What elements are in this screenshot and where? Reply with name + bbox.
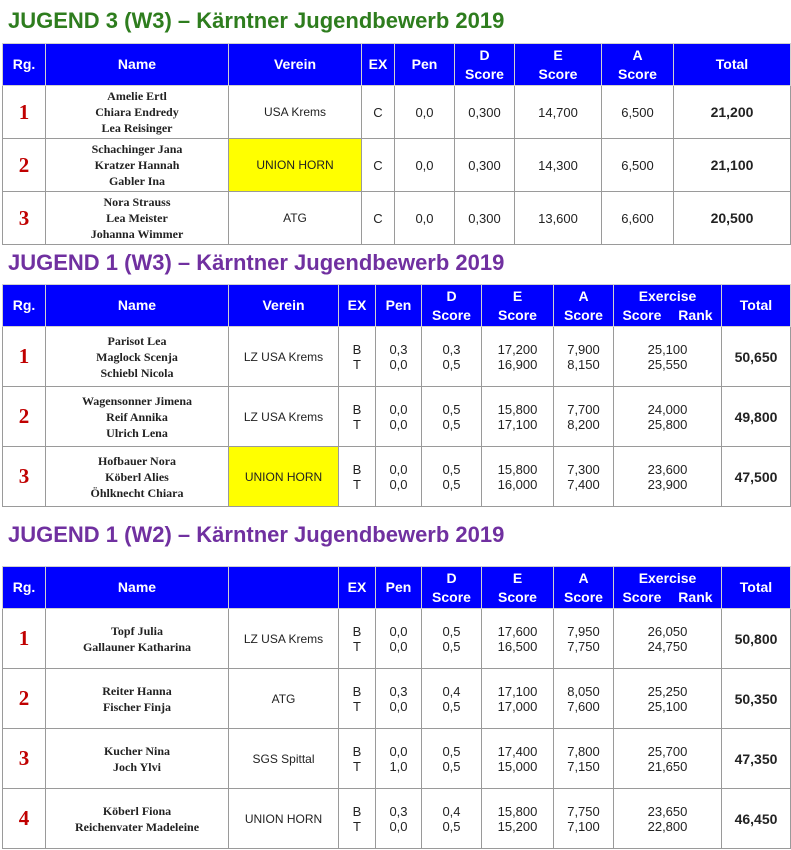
ex-cell: B T	[339, 447, 376, 507]
header-total: Total	[722, 285, 791, 327]
table-row	[3, 669, 791, 729]
e-score-cell: 17,100 17,000	[482, 669, 554, 729]
header-rank: Rg.	[3, 44, 46, 86]
names-cell: Reiter Hanna Fischer Finja	[46, 669, 229, 729]
total-cell: 46,450	[722, 789, 791, 849]
section-title: JUGEND 3 (W3) – Kärntner Jugendbewerb 2019	[8, 8, 505, 33]
pen-cell: 0,0	[395, 139, 455, 192]
exercise-score-cell: 23,650 22,800	[614, 789, 722, 849]
section-title: JUGEND 1 (W2) – Kärntner Jugendbewerb 2019	[8, 522, 505, 547]
header-total: Total	[674, 44, 791, 86]
rank-cell: 3	[3, 729, 46, 789]
a-score-cell: 7,750 7,100	[554, 789, 614, 849]
header-total: Total	[722, 567, 791, 609]
total-cell: 50,650	[722, 327, 791, 387]
header-a-score: A Score	[602, 44, 674, 86]
names-cell: Parisot Lea Maglock Scenja Schiebl Nicola	[46, 327, 229, 387]
ex-cell: C	[362, 192, 395, 245]
d-score-cell: 0,300	[455, 192, 515, 245]
ex-cell: B T	[339, 669, 376, 729]
exercise-score-cell: 26,050 24,750	[614, 609, 722, 669]
header-name: Name	[46, 285, 229, 327]
rank-cell: 1	[3, 609, 46, 669]
header-a-score: A Score	[554, 285, 614, 327]
header-rank: Rg.	[3, 567, 46, 609]
header-pen: Pen	[376, 567, 422, 609]
d-score-cell: 0,5 0,5	[422, 447, 482, 507]
exercise-score-cell: 25,700 21,650	[614, 729, 722, 789]
table-row	[3, 789, 791, 849]
rank-cell: 3	[3, 447, 46, 507]
club-cell: LZ USA Krems	[229, 609, 339, 669]
table-row	[3, 609, 791, 669]
names-cell: Nora Strauss Lea Meister Johanna Wimmer	[46, 192, 229, 245]
exercise-score-cell: 23,600 23,900	[614, 447, 722, 507]
total-cell: 47,500	[722, 447, 791, 507]
total-cell: 21,200	[674, 86, 791, 139]
club-cell: LZ USA Krems	[229, 387, 339, 447]
ex-cell: B T	[339, 789, 376, 849]
header-verein: Verein	[229, 285, 339, 327]
table-row	[3, 139, 791, 192]
ex-cell: B T	[339, 729, 376, 789]
pen-cell: 0,0	[395, 86, 455, 139]
table-row	[3, 729, 791, 789]
a-score-cell: 8,050 7,600	[554, 669, 614, 729]
names-cell: Köberl Fiona Reichenvater Madeleine	[46, 789, 229, 849]
total-cell: 21,100	[674, 139, 791, 192]
club-cell: LZ USA Krems	[229, 327, 339, 387]
d-score-cell: 0,3 0,5	[422, 327, 482, 387]
ex-cell: B T	[339, 387, 376, 447]
rank-cell: 2	[3, 139, 46, 192]
section-title: JUGEND 1 (W3) – Kärntner Jugendbewerb 2019	[8, 250, 505, 275]
pen-cell: 0,3 0,0	[376, 669, 422, 729]
header-e-score: E Score	[482, 285, 554, 327]
ex-cell: B T	[339, 327, 376, 387]
a-score-cell: 6,600	[602, 192, 674, 245]
total-cell: 50,800	[722, 609, 791, 669]
header-ex: EX	[339, 285, 376, 327]
a-score-cell: 6,500	[602, 139, 674, 192]
d-score-cell: 0,5 0,5	[422, 387, 482, 447]
header-exercise: Exercise Score Rank	[614, 285, 722, 327]
e-score-cell: 15,800 17,100	[482, 387, 554, 447]
header-name: Name	[46, 567, 229, 609]
table-row	[3, 387, 791, 447]
table-header-row	[3, 567, 791, 609]
pen-cell: 0,3 0,0	[376, 327, 422, 387]
names-cell: Hofbauer Nora Köberl Alies Öhlknecht Chiara	[46, 447, 229, 507]
ex-cell: C	[362, 139, 395, 192]
club-cell: ATG	[229, 669, 339, 729]
names-cell: Kucher Nina Joch Ylvi	[46, 729, 229, 789]
pen-cell: 0,0 0,0	[376, 609, 422, 669]
header-verein: Verein	[229, 44, 362, 86]
e-score-cell: 14,700	[515, 86, 602, 139]
d-score-cell: 0,300	[455, 139, 515, 192]
rank-cell: 2	[3, 387, 46, 447]
rank-cell: 1	[3, 86, 46, 139]
total-cell: 20,500	[674, 192, 791, 245]
d-score-cell: 0,5 0,5	[422, 729, 482, 789]
e-score-cell: 17,600 16,500	[482, 609, 554, 669]
e-score-cell: 14,300	[515, 139, 602, 192]
pen-cell: 0,0	[395, 192, 455, 245]
e-score-cell: 17,200 16,900	[482, 327, 554, 387]
header-rank: Rg.	[3, 285, 46, 327]
club-cell: UNION HORN	[229, 789, 339, 849]
a-score-cell: 7,950 7,750	[554, 609, 614, 669]
header-pen: Pen	[376, 285, 422, 327]
header-exercise: Exercise Score Rank	[614, 567, 722, 609]
club-cell: ATG	[229, 192, 362, 245]
a-score-cell: 7,700 8,200	[554, 387, 614, 447]
exercise-score-cell: 25,100 25,550	[614, 327, 722, 387]
rank-cell: 3	[3, 192, 46, 245]
header-name: Name	[46, 44, 229, 86]
header-e-score: E Score	[482, 567, 554, 609]
results-table-jugend1-w2	[2, 566, 791, 849]
e-score-cell: 13,600	[515, 192, 602, 245]
table-row	[3, 327, 791, 387]
ex-cell: C	[362, 86, 395, 139]
total-cell: 47,350	[722, 729, 791, 789]
club-cell: USA Krems	[229, 86, 362, 139]
e-score-cell: 15,800 15,200	[482, 789, 554, 849]
d-score-cell: 0,300	[455, 86, 515, 139]
a-score-cell: 7,900 8,150	[554, 327, 614, 387]
rank-cell: 4	[3, 789, 46, 849]
results-table-jugend1-w3	[2, 284, 791, 507]
rank-cell: 1	[3, 327, 46, 387]
exercise-score-cell: 24,000 25,800	[614, 387, 722, 447]
pen-cell: 0,3 0,0	[376, 789, 422, 849]
table-header-row	[3, 44, 791, 86]
header-d-score: D Score	[422, 285, 482, 327]
header-pen: Pen	[395, 44, 455, 86]
header-d-score: D Score	[422, 567, 482, 609]
names-cell: Schachinger Jana Kratzer Hannah Gabler Ina	[46, 139, 229, 192]
club-cell: UNION HORN	[229, 447, 339, 507]
header-verein	[229, 567, 339, 609]
total-cell: 49,800	[722, 387, 791, 447]
a-score-cell: 7,300 7,400	[554, 447, 614, 507]
d-score-cell: 0,4 0,5	[422, 789, 482, 849]
names-cell: Wagensonner Jimena Reif Annika Ulrich Lena	[46, 387, 229, 447]
header-e-score: E Score	[515, 44, 602, 86]
a-score-cell: 7,800 7,150	[554, 729, 614, 789]
total-cell: 50,350	[722, 669, 791, 729]
e-score-cell: 15,800 16,000	[482, 447, 554, 507]
header-a-score: A Score	[554, 567, 614, 609]
pen-cell: 0,0 1,0	[376, 729, 422, 789]
ex-cell: B T	[339, 609, 376, 669]
club-cell: SGS Spittal	[229, 729, 339, 789]
table-header-row	[3, 285, 791, 327]
names-cell: Topf Julia Gallauner Katharina	[46, 609, 229, 669]
names-cell: Amelie Ertl Chiara Endredy Lea Reisinger	[46, 86, 229, 139]
pen-cell: 0,0 0,0	[376, 447, 422, 507]
table-row	[3, 192, 791, 245]
d-score-cell: 0,5 0,5	[422, 609, 482, 669]
club-cell: UNION HORN	[229, 139, 362, 192]
table-row	[3, 86, 791, 139]
table-row	[3, 447, 791, 507]
rank-cell: 2	[3, 669, 46, 729]
exercise-score-cell: 25,250 25,100	[614, 669, 722, 729]
pen-cell: 0,0 0,0	[376, 387, 422, 447]
header-ex: EX	[362, 44, 395, 86]
a-score-cell: 6,500	[602, 86, 674, 139]
d-score-cell: 0,4 0,5	[422, 669, 482, 729]
header-ex: EX	[339, 567, 376, 609]
results-table-jugend3-w3	[2, 43, 791, 245]
e-score-cell: 17,400 15,000	[482, 729, 554, 789]
header-d-score: D Score	[455, 44, 515, 86]
